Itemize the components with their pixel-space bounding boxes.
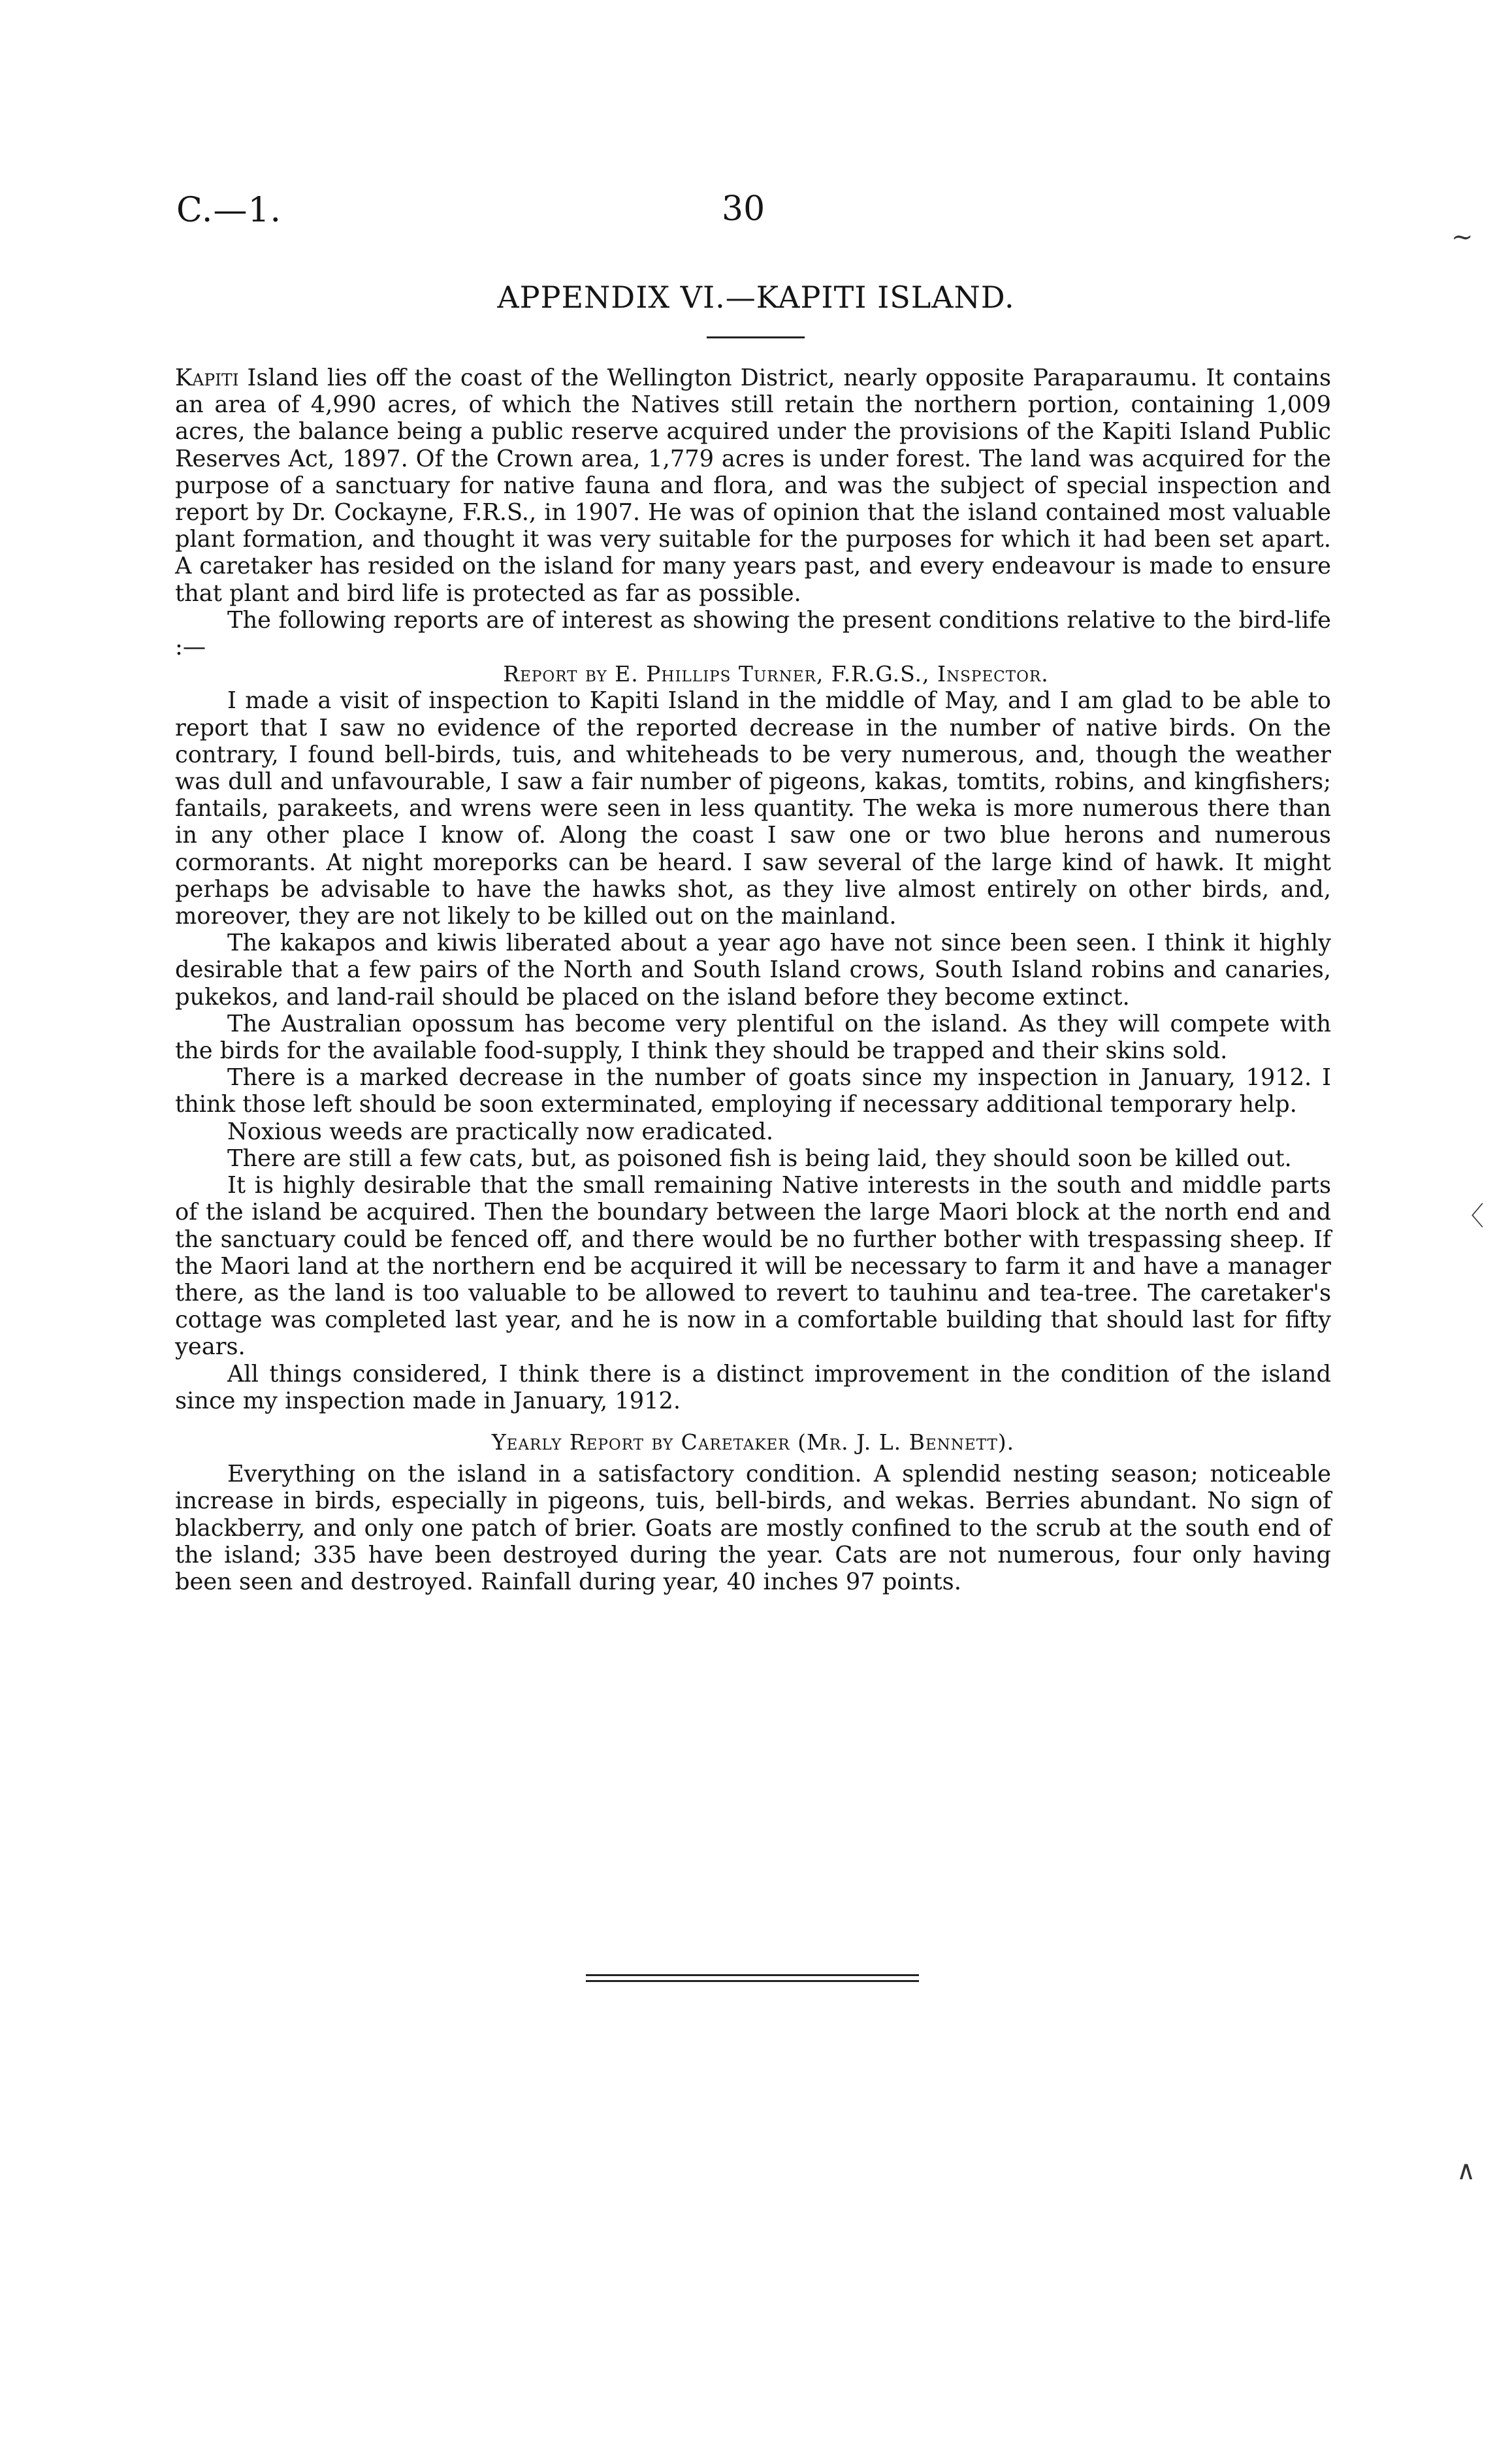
intro-following: The following reports are of interest as showing the present conditions relative to the bird-life :— — [175, 606, 1331, 661]
margin-mark-icon: ∧ — [1456, 2156, 1476, 2186]
appendix-title: APPENDIX VI.—KAPITI ISLAND. — [497, 280, 1015, 315]
turner-paragraph: The kakapos and kiwis liberated about a year ago have not since been seen. I think it highly desirable that a few pairs of the North and South Island crows, South Island robins and canaries, pukekos, and land-rail should be placed on the island before they become extinct. — [175, 930, 1331, 1011]
intro-lead-word: Kapiti — [175, 365, 239, 391]
footer-rule — [586, 1974, 919, 1976]
margin-mark-icon: ~ — [1451, 222, 1473, 252]
turner-paragraph: I made a visit of inspection to Kapiti Island in the middle of May, and I am glad to be able to report that I saw no evidence of the reported decrease in the number of native birds. On the contrary, I found bell-birds, tuis, and whiteheads to be very numerous, and, though the weather was dull and unfavourable, I saw a fair number of pigeons, kakas, tomtits, robins, and kingfishers; fantails, parakeets, and wrens were seen in less quantity. The weka is more numerous there than in any other place I know of. Along the coast I saw one or two blue herons and numerous cormorants. At night moreporks can be heard. I saw several of the large kind of hawk. It might perhaps be advisable to have the hawks shot, as they live almost entirely on other birds, and, moreover, they are not likely to be killed out on the mainland. — [175, 687, 1331, 930]
intro-paragraph — [175, 365, 1331, 607]
turner-paragraph: All things considered, I think there is a distinct improvement in the condition of the island since my inspection made in January, 1912. — [175, 1360, 1331, 1414]
intro-paragraph-text: Island lies off the coast of the Wellington District, nearly opposite Paraparaumu. It contains an area of 4,990 acres, of which the Natives still retain the northern portion, containing 1,009 acres, the balance being a public reserve acquired under the provisions of the Kapiti Island Public Reserves Act, 1897. Of the Crown area, 1,779 acres is under forest. The land was acquired for the purpose of a sanctuary for native fauna and flora, and was the subject of special inspection and report by Dr. Cockayne, F.R.S., in 1907. He was of opinion that the island contained most valuable plant formation, and thought it was very suitable for the purposes for which it had been set apart. A caretaker has resided on the island for many years past, and every endeavour is made to ensure that plant and bird life is protected as far as possible. — [175, 365, 1331, 607]
title-rule — [707, 336, 805, 338]
turner-paragraph: There are still a few cats, but, as poisoned fish is being laid, they should soon be killed out. — [227, 1145, 1292, 1172]
page-reference: C.—1. — [176, 191, 282, 230]
bennett-paragraph: Everything on the island in a satisfactory condition. A splendid nesting season; noticeable increase in birds, especially in pigeons, tuis, bell-birds, and wekas. Berries abundant. No sign of blackberry, and only one patch of brier. Goats are mostly confined to the scrub at the south end of the island; 335 have been destroyed during the year. Cats are not numerous, four only having been seen and destroyed. Rainfall during year, 40 inches 97 points. — [175, 1461, 1331, 1595]
turner-paragraph: It is highly desirable that the small remaining Native interests in the south and middle parts of the island be acquired. Then the boundary between the large Maori block at the north end and the sanctuary could be fenced off, and there would be no further bother with trespassing sheep. If the Maori land at the northern end be acquired it will be necessary to farm it and have a manager there, as the land is too valuable to be allowed to revert to tauhinu and tea-tree. The caretaker's cottage was completed last year, and he is now in a comfortable building that should last for fifty years. — [175, 1172, 1331, 1361]
turner-paragraph: The Australian opossum has become very plentiful on the island. As they will compete with the birds for the available food-supply, I think they should be trapped and their skins sold. — [175, 1010, 1331, 1065]
margin-mark-icon: 〈 — [1458, 1201, 1484, 1231]
page-number: 30 — [722, 189, 765, 229]
turner-report-heading: Report by E. Phillips Turner, F.R.G.S., Inspector. — [503, 661, 1049, 687]
footer-rule-lower — [586, 1980, 919, 1982]
turner-paragraph: There is a marked decrease in the number of goats since my inspection in January, 1912. I think those left should be soon exterminated, employing if necessary additional temporary help. — [175, 1064, 1331, 1118]
document-body — [175, 365, 1331, 1595]
turner-paragraph: Noxious weeds are practically now eradicated. — [227, 1118, 774, 1145]
bennett-report-heading: Yearly Report by Caretaker (Mr. J. L. Bennett). — [491, 1429, 1015, 1455]
